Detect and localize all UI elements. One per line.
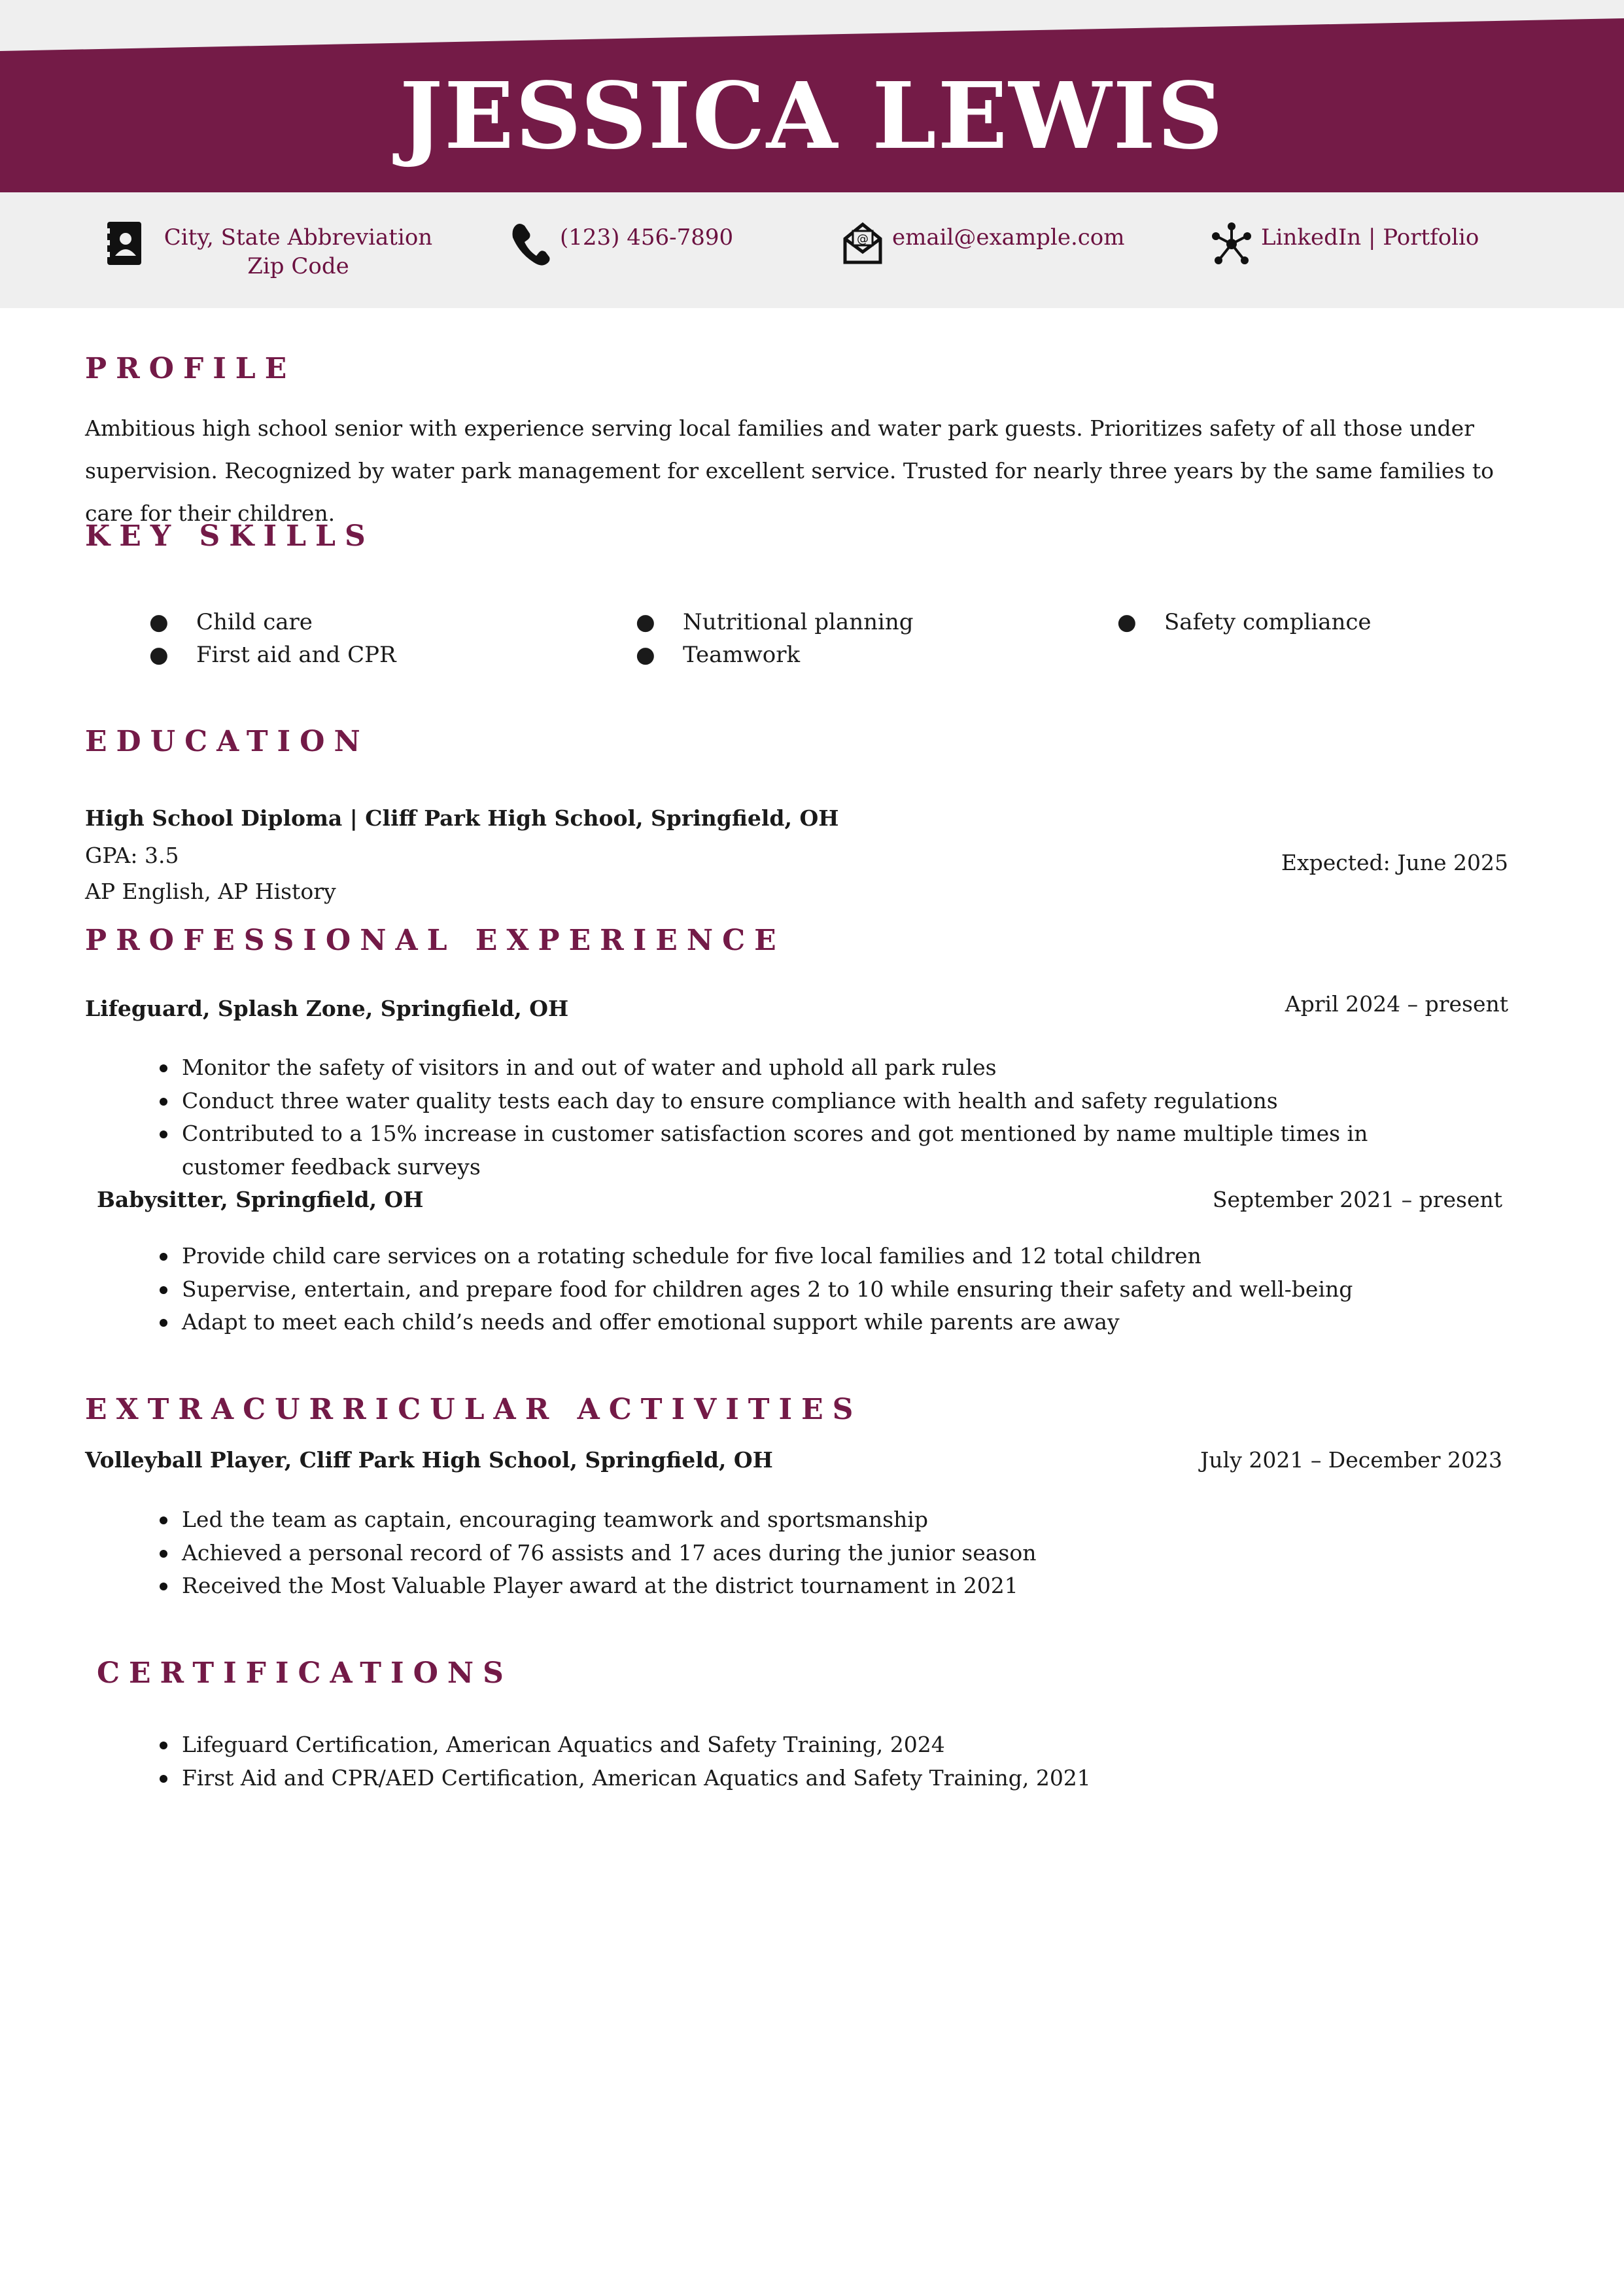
section-title-education: EDUCATION: [85, 725, 370, 758]
section-title-experience: PROFESSIONAL EXPERIENCE: [85, 924, 786, 957]
bullet-icon: ●: [1117, 609, 1137, 635]
job-dates: April 2024 – present: [1285, 991, 1508, 1017]
activity-title: Volleyball Player, Cliff Park High School, Springfield, OH: [85, 1447, 773, 1473]
list-item: Conduct three water quality tests each day to ensure compliance with health and safety regulations: [150, 1085, 1432, 1118]
list-item: Led the team as captain, encouraging teamwork and sportsmanship: [150, 1503, 1432, 1537]
section-title-activities: EXTRACURRICULAR ACTIVITIES: [85, 1393, 863, 1426]
activity-bullets: [150, 1503, 1432, 1603]
bullet-icon: ●: [636, 642, 655, 668]
address-book-icon: [105, 220, 145, 266]
education-courses: AP English, AP History: [85, 879, 336, 904]
certification-list: [150, 1728, 1432, 1795]
phone-text[interactable]: (123) 456-7890: [560, 224, 734, 251]
list-item: First Aid and CPR/AED Certification, American Aquatics and Safety Training, 2021: [150, 1762, 1432, 1795]
job-title: Babysitter, Springfield, OH: [97, 1187, 424, 1212]
list-item: Supervise, entertain, and prepare food for children ages 2 to 10 while ensuring their safety and well-being: [150, 1273, 1432, 1306]
contact-bar: [0, 193, 1624, 308]
education-degree: High School Diploma | Cliff Park High School, Springfield, OH: [85, 805, 839, 831]
bullet-icon: ●: [149, 609, 169, 635]
section-title-profile: PROFILE: [85, 352, 296, 385]
list-item: Lifeguard Certification, American Aquatics and Safety Training, 2024: [150, 1728, 1432, 1762]
education-gpa: GPA: 3.5: [85, 843, 179, 868]
list-item: Contributed to a 15% increase in customer satisfaction scores and got mentioned by name multiple times in customer feedback surveys: [150, 1117, 1432, 1183]
job-title: Lifeguard, Splash Zone, Springfield, OH: [85, 996, 569, 1021]
candidate-name: JESSICA LEWIS: [399, 63, 1225, 170]
address-text: City, State Abbreviation Zip Code: [164, 224, 433, 279]
list-item: Provide child care services on a rotating schedule for five local families and 12 total children: [150, 1240, 1432, 1273]
profile-summary: Ambitious high school senior with experience serving local families and water park guests. Prioritizes safety of all those under supervision. Recognized by water park management for excellent service. Trusted for nearly three years by the same families to care for their children.: [85, 415, 1494, 526]
contact-links: [1211, 223, 1479, 266]
section-title-certifications: CERTIFICATIONS: [97, 1656, 513, 1690]
activity-dates: July 2021 – December 2023: [1200, 1447, 1502, 1473]
phone-icon: [510, 220, 551, 266]
envelope-icon: [842, 220, 883, 266]
list-item: Monitor the safety of visitors in and out of water and uphold all park rules: [150, 1051, 1432, 1085]
education-date: Expected: June 2025: [1281, 850, 1508, 875]
links-text[interactable]: LinkedIn | Portfolio: [1261, 224, 1479, 251]
section-title-key-skills: KEY SKILLS: [85, 519, 375, 553]
contact-address: [105, 223, 442, 281]
svg-text:@: @: [857, 232, 869, 246]
job-dates: September 2021 – present: [1212, 1187, 1502, 1212]
network-icon: [1211, 220, 1252, 266]
contact-phone: [510, 223, 733, 266]
list-item: Achieved a personal record of 76 assists and 17 aces during the junior season: [150, 1537, 1432, 1570]
bullet-icon: ●: [636, 609, 655, 635]
list-item: Adapt to meet each child’s needs and offer emotional support while parents are away: [150, 1306, 1432, 1339]
list-item: Received the Most Valuable Player award at the district tournament in 2021: [150, 1569, 1432, 1603]
contact-email: [842, 223, 1125, 266]
email-text[interactable]: email@example.com: [892, 224, 1125, 251]
job-bullets: [150, 1051, 1432, 1183]
job-bullets: [150, 1240, 1432, 1339]
bullet-icon: ●: [149, 642, 169, 668]
